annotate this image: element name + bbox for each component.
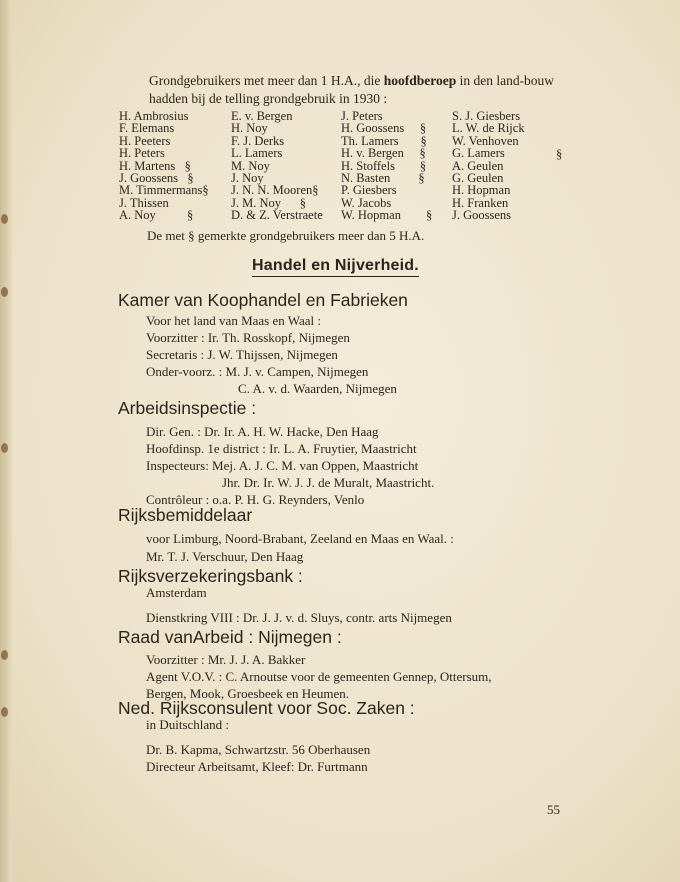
name-entry: Th. Lamers § — [341, 133, 427, 148]
text-line: voor Limburg, Noord-Brabant, Zeeland en Maas en Waal. : — [146, 531, 454, 546]
text-line: Voor het land van Maas en Waal : — [146, 313, 322, 328]
name-entry: M. Noy — [231, 158, 270, 173]
footnote: De met § gemerkte grondgebruikers meer dan 5 H.A. — [147, 228, 425, 243]
name-entry: E. v. Bergen — [231, 109, 293, 123]
name-entry: N. Basten § — [341, 170, 425, 185]
name-entry: J. M. Noy § — [231, 195, 307, 210]
name-entry: D. & Z. Verstraete — [231, 208, 323, 223]
name-entry: H. Peeters — [119, 133, 171, 148]
text-line: Dir. Gen. : Dr. Ir. A. H. W. Hacke, Den Haag — [146, 424, 379, 439]
text-line: Jhr. Dr. Ir. W. J. J. de Muralt, Maastricht. — [222, 475, 435, 490]
text-line: C. A. v. d. Waarden, Nijmegen — [238, 381, 397, 396]
name-entry: M. Timmermans§ — [119, 183, 209, 198]
name-entry: F. Elemans — [119, 121, 175, 136]
text-line: Hoofdinsp. 1e district : Ir. L. A. Fruytier, Maastricht — [146, 441, 417, 456]
binding-hole — [1, 287, 8, 297]
intro-paragraph: Grondgebruikers met meer dan 1 H.A., die hoofdberoep in den land-bouw hadden bij de telling grondgebruik in 1930 : — [149, 73, 555, 106]
heading-raad-van-arbeid: Raad vanArbeid : Nijmegen : — [118, 627, 342, 647]
binding-hole — [1, 443, 8, 453]
text-line: Inspecteurs: Mej. A. J. C. M. van Oppen, Maastricht — [146, 458, 419, 473]
name-entry: J. Thissen — [119, 195, 169, 210]
name-entry: H. Peters — [119, 146, 165, 161]
heading-arbeidsinspectie: Arbeidsinspectie : — [118, 398, 257, 418]
name-entry: J. Goossens § — [119, 170, 194, 185]
name-entry: P. Giesbers — [341, 183, 397, 198]
binding-hole — [1, 214, 8, 224]
names-column-4 — [452, 110, 525, 222]
text-line: Dienstkring VIII : Dr. J. J. v. d. Sluys, contr. arts Nijmegen — [146, 610, 452, 625]
name-entry: H. Franken — [452, 195, 509, 210]
name-entry: J. Peters — [341, 109, 383, 123]
text-line: Agent V.O.V. : C. Arnoutse voor de gemeenten Gennep, Ottersum, — [146, 669, 492, 684]
names-column-2 — [231, 110, 323, 222]
section-mark: § — [556, 147, 563, 161]
name-entry: H. Hopman — [452, 183, 511, 198]
page-number: 55 — [547, 802, 560, 817]
name-entry: L. Lamers — [231, 146, 283, 161]
section-heading: Handel en Nijverheid. — [252, 257, 419, 277]
heading-rijksbemiddelaar: Rijksbemiddelaar — [118, 505, 253, 525]
names-column-1 — [119, 110, 209, 222]
name-entry: W. Venhoven — [452, 133, 519, 148]
text-line: Onder-voorz. : M. J. v. Campen, Nijmegen — [146, 364, 369, 379]
text-line: Amsterdam — [146, 585, 207, 600]
text-line: Directeur Arbeitsamt, Kleef: Dr. Furtmann — [146, 759, 368, 774]
text-line: Voorzitter : Ir. Th. Rosskopf, Nijmegen — [146, 330, 350, 345]
text-line: Bergen, Mook, Groesbeek en Heumen. — [146, 686, 350, 701]
name-entry: G. Lamers — [452, 146, 505, 161]
name-entry: S. J. Giesbers — [452, 109, 521, 123]
name-entry: A. Noy § — [119, 208, 194, 223]
name-entry: W. Jacobs — [341, 195, 392, 210]
name-entry: A. Geulen — [452, 158, 504, 173]
name-entry: J. N. N. Mooren§ — [231, 183, 319, 198]
page-edge — [0, 0, 12, 882]
text-line: Contrôleur : o.a. P. H. G. Reynders, Venlo — [146, 492, 365, 507]
names-column-3 — [341, 110, 432, 222]
name-entry: H. Stoffels § — [341, 158, 427, 173]
name-entry: J. Noy — [231, 170, 264, 185]
name-entry: H. Ambrosius — [119, 109, 189, 123]
name-entry: H. v. Bergen § — [341, 146, 426, 161]
name-entry: L. W. de Rijck — [452, 121, 525, 136]
name-entry: H. Noy — [231, 121, 268, 136]
heading-rijksverzekeringsbank: Rijksverzekeringsbank : — [118, 566, 303, 586]
binding-hole — [1, 707, 8, 717]
heading-kamer: Kamer van Koophandel en Fabrieken — [118, 290, 408, 310]
name-entry: W. Hopman § — [341, 208, 433, 223]
binding-hole — [1, 650, 8, 660]
name-entry: G. Geulen — [452, 170, 504, 185]
name-entry: F. J. Derks — [231, 133, 285, 148]
text-line: in Duitschland : — [146, 717, 230, 732]
name-entry: H. Martens § — [119, 158, 191, 173]
text-line: Voorzitter : Mr. J. J. A. Bakker — [146, 652, 306, 667]
name-entry: H. Goossens § — [341, 121, 427, 136]
name-entry: J. Goossens — [452, 208, 512, 223]
text-line: Dr. B. Kapma, Schwartzstr. 56 Oberhausen — [146, 742, 371, 757]
heading-rijksconsulent: Ned. Rijksconsulent voor Soc. Zaken : — [118, 698, 415, 718]
text-line: Mr. T. J. Verschuur, Den Haag — [146, 549, 304, 564]
text-line: Secretaris : J. W. Thijssen, Nijmegen — [146, 347, 338, 362]
